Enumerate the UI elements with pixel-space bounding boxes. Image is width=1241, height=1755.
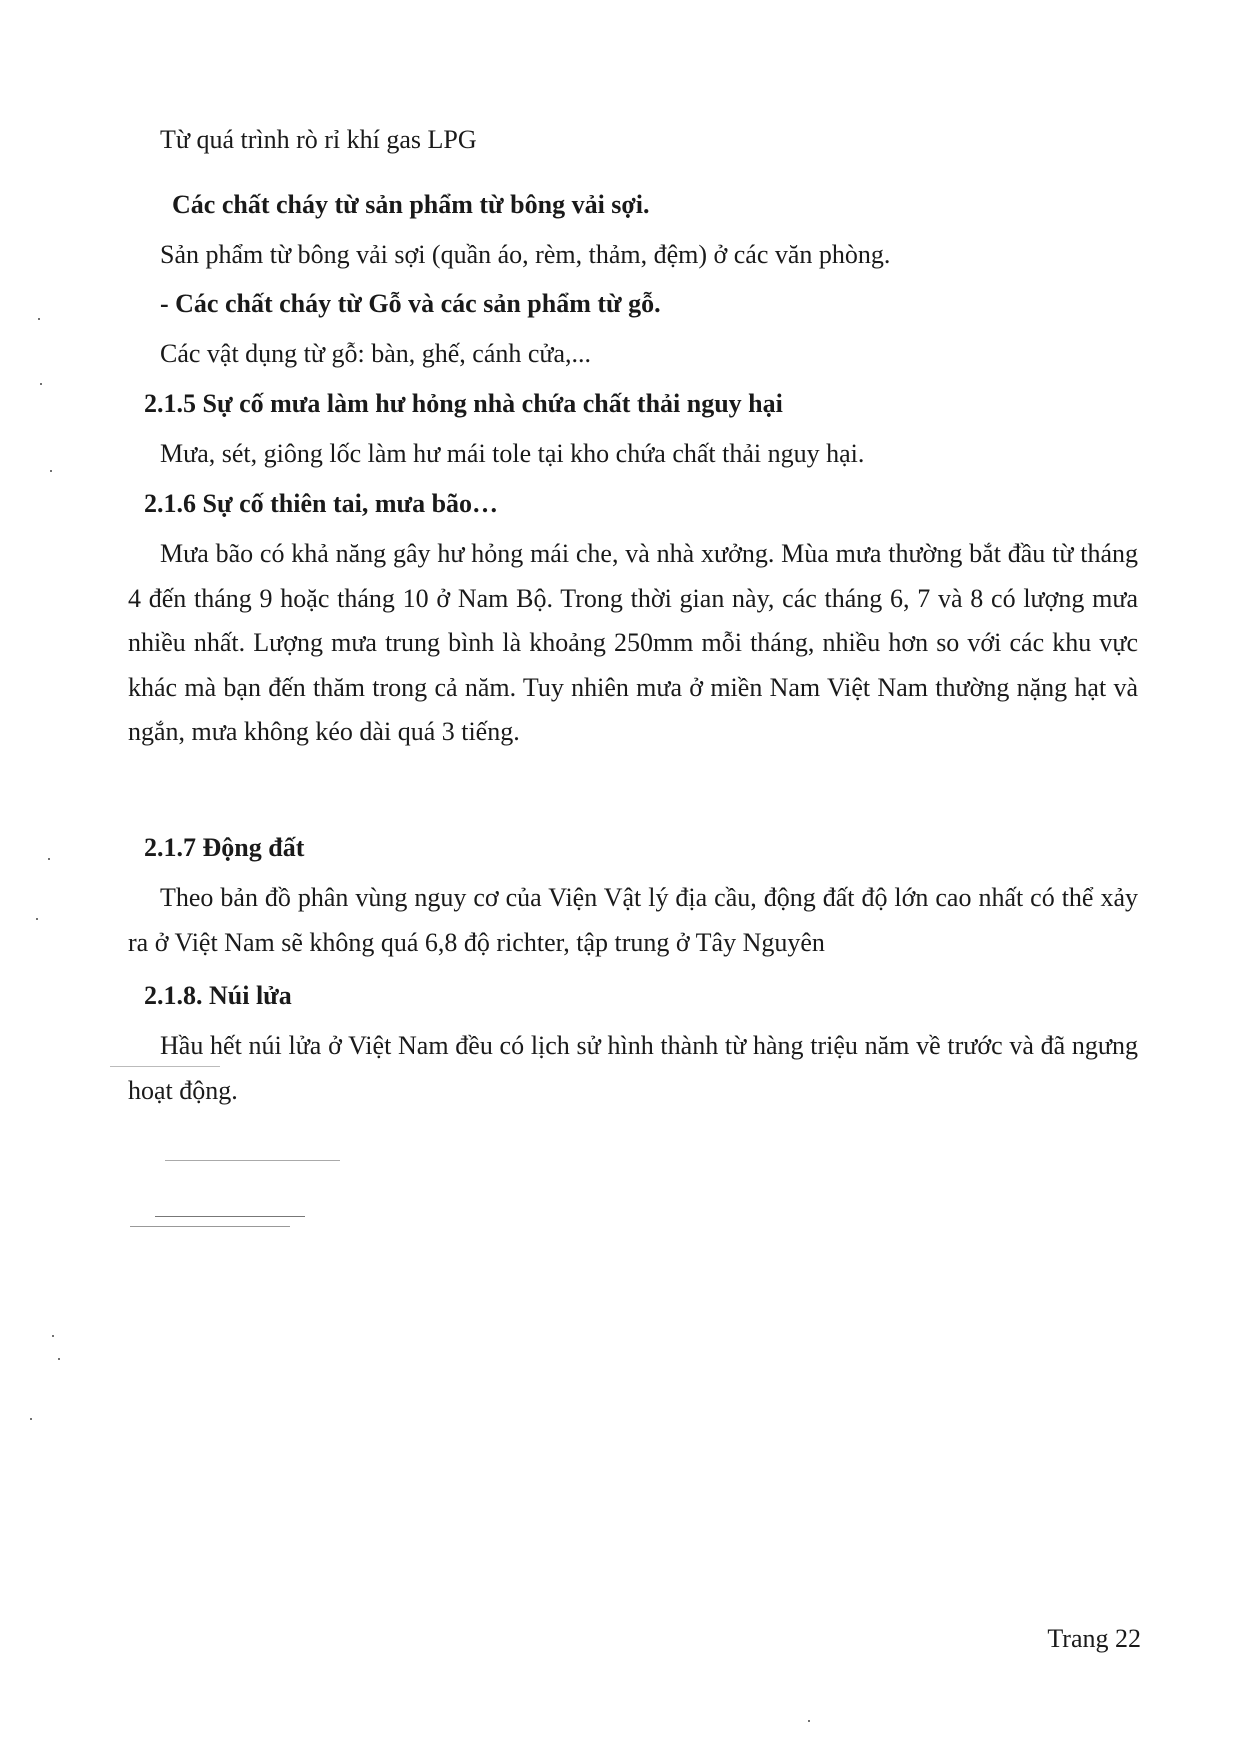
page-number: Trang 22	[1047, 1624, 1141, 1653]
scan-artifact-line	[110, 1066, 220, 1067]
section-2-1-7-heading: 2.1.7 Động đất	[144, 833, 305, 862]
section-2-1-8-heading: 2.1.8. Núi lửa	[144, 981, 292, 1010]
section-2-1-8-paragraph: Hầu hết núi lửa ở Việt Nam đều có lịch sử hình thành từ hàng triệu năm về trước và đã ngưng hoạt động.	[128, 1031, 1138, 1105]
cotton-heading: Các chất cháy từ sản phẩm từ bông vải sợi.	[172, 190, 650, 219]
section-2-1-5-text: Mưa, sét, giông lốc làm hư mái tole tại kho chứa chất thải nguy hại.	[160, 439, 865, 468]
scan-artifact-line	[165, 1160, 340, 1161]
scan-artifact-line	[130, 1226, 290, 1227]
scan-artifact-dot	[808, 1720, 810, 1722]
scan-artifact-dot	[48, 858, 50, 860]
scan-artifact-dot	[52, 1335, 54, 1337]
scan-artifact-dot	[36, 918, 38, 920]
scan-artifact-line	[155, 1216, 305, 1217]
section-2-1-5-heading: 2.1.5 Sự cố mưa làm hư hỏng nhà chứa chất thải nguy hại	[144, 389, 783, 418]
wood-heading: - Các chất cháy từ Gỗ và các sản phẩm từ gỗ.	[160, 289, 661, 318]
lpg-leak-text: Từ quá trình rò rỉ khí gas LPG	[160, 125, 477, 154]
section-2-1-6-heading: 2.1.6 Sự cố thiên tai, mưa bão…	[144, 489, 499, 518]
scan-artifact-dot	[40, 383, 42, 385]
scan-artifact-dot	[30, 1418, 32, 1420]
scan-artifact-dot	[58, 1358, 60, 1360]
scan-artifact-dot	[38, 318, 40, 320]
cotton-text: Sản phẩm từ bông vải sợi (quần áo, rèm, thảm, đệm) ở các văn phòng.	[160, 240, 891, 269]
scan-artifact-dot	[50, 470, 52, 472]
section-2-1-7-paragraph: Theo bản đồ phân vùng nguy cơ của Viện Vật lý địa cầu, động đất độ lớn cao nhất có thể xảy ra ở Việt Nam sẽ không quá 6,8 độ richter, tập trung ở Tây Nguyên	[128, 883, 1138, 957]
wood-text: Các vật dụng từ gỗ: bàn, ghế, cánh cửa,...	[160, 339, 592, 368]
section-2-1-6-paragraph: Mưa bão có khả năng gây hư hỏng mái che, và nhà xưởng. Mùa mưa thường bắt đầu từ tháng 4 đến tháng 9 hoặc tháng 10 ở Nam Bộ. Trong thời gian này, các tháng 6, 7 và 8 có lượng mưa nhiều nhất. Lượng mưa trung bình là khoảng 250mm mỗi tháng, nhiều hơn so với các khu vực khác mà bạn đến thăm trong cả năm. Tuy nhiên mưa ở miền Nam Việt Nam thường nặng hạt và ngắn, mưa không kéo dài quá 3 tiếng.	[128, 539, 1138, 746]
